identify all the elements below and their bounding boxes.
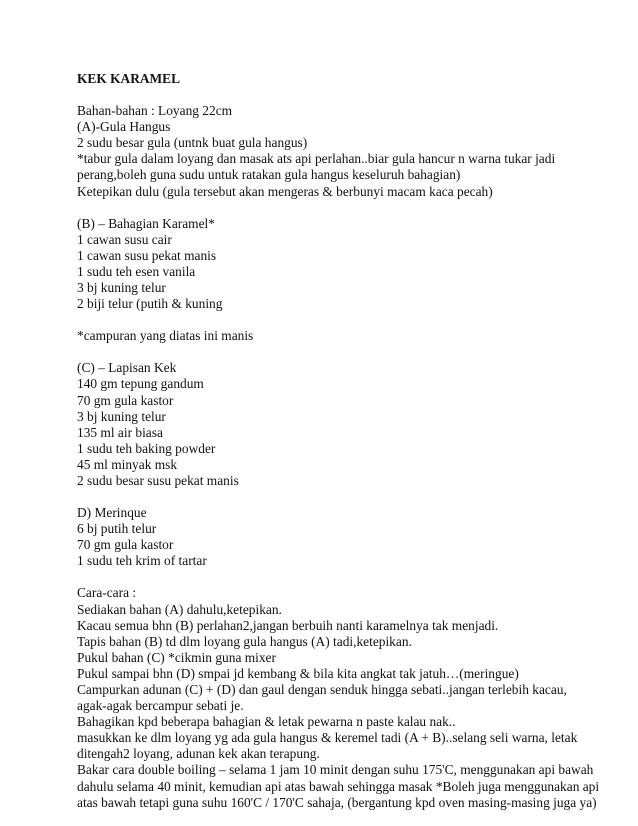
method-line: Kacau semua bhn (B) perlahan2,jangan berbuih nanti karamelnya tak menjadi. — [77, 617, 499, 633]
method-line: Bahagikan kpd beberapa bahagian & letak pewarna n paste kalau nak.. — [77, 714, 456, 730]
recipe-document — [77, 71, 617, 811]
method-line: dahulu selama 40 minit, kemudian api atas bawah sehingga masak *Boleh juga menggunakan api — [77, 778, 600, 794]
spacer — [77, 87, 617, 103]
section-a-line: perang,boleh guna sudu untuk ratakan gula hangus keseluruh bahagian) — [77, 167, 461, 183]
spacer — [77, 344, 617, 360]
method-line: Tapis bahan (B) td dlm loyang gula hangus (A) tadi,ketepikan. — [77, 633, 412, 649]
method-line: atas bawah tetapi guna suhu 160'C / 170'C sahaja, (bergantung kpd oven masing-masing juga ya) — [77, 794, 597, 810]
section-a-heading: (A)-Gula Hangus — [77, 119, 171, 135]
section-c-heading: (C) – Lapisan Kek — [77, 360, 177, 376]
section-b-item: 1 cawan susu pekat manis — [77, 247, 217, 263]
section-b-item: 2 biji telur (putih & kuning — [77, 296, 223, 312]
section-c-item: 140 gm tepung gandum — [77, 376, 204, 392]
section-c-item: 135 ml air biasa — [77, 424, 163, 440]
method-line: Bakar cara double boiling – selama 1 jam 10 minit dengan suhu 175'C, menggunakan api bawah — [77, 762, 594, 778]
recipe-title: KEK KARAMEL — [77, 71, 181, 86]
method-line: Campurkan adunan (C) + (D) dan gaul dengan senduk hingga sebati..jangan terlebih kacau, — [77, 682, 567, 697]
section-b-item: 3 bj kuning telur — [77, 280, 166, 296]
section-b-item: 1 sudu teh esen vanila — [77, 263, 196, 279]
section-b-item: 1 cawan susu cair — [77, 231, 172, 247]
ingredients-heading: Bahan-bahan : Loyang 22cm — [77, 103, 233, 119]
section-a-line: 2 sudu besar gula (untnk buat gula hangus) — [77, 135, 308, 151]
section-c-item: 45 ml minyak msk — [77, 456, 178, 472]
section-a-line: *tabur gula dalam loyang dan masak ats api perlahan..biar gula hancur n warna tukar jadi — [77, 151, 556, 167]
section-d-item: 1 sudu teh krim of tartar — [77, 553, 207, 569]
method-line: ditengah2 loyang, adunan kek akan terapung. — [77, 746, 320, 762]
method-line: Sediakan bahan (A) dahulu,ketepikan. — [77, 601, 282, 617]
section-c-item: 70 gm gula kastor — [77, 392, 174, 408]
spacer — [77, 312, 617, 328]
section-d-item: 70 gm gula kastor — [77, 537, 174, 553]
section-c-item: 3 bj kuning telur — [77, 408, 166, 424]
section-d-heading: D) Merinque — [77, 505, 147, 521]
spacer — [77, 200, 617, 216]
method-line: Pukul bahan (C) *cikmin guna mixer — [77, 649, 276, 665]
section-c-item: 1 sudu teh baking powder — [77, 440, 216, 456]
section-d-item: 6 bj putih telur — [77, 521, 157, 537]
method-line: masukkan ke dlm loyang yg ada gula hangus & keremel tadi (A + B)..selang seli warna, letak — [77, 730, 578, 746]
method-line: Pukul sampai bhn (D) smpai jd kembang & bila kita angkat tak jatuh…(meringue) — [77, 665, 519, 681]
section-c-item: 2 sudu besar susu pekat manis — [77, 472, 239, 488]
method-line: agak-agak bercampur sebati je. — [77, 698, 244, 714]
section-b-heading: (B) – Bahagian Karamel* — [77, 215, 215, 231]
section-a-line: Ketepikan dulu (gula tersebut akan mengeras & berbunyi macam kaca pecah) — [77, 183, 493, 199]
spacer — [77, 569, 617, 585]
section-b-note: *campuran yang diatas ini manis — [77, 328, 254, 344]
spacer — [77, 489, 617, 505]
method-heading: Cara-cara : — [77, 585, 137, 601]
